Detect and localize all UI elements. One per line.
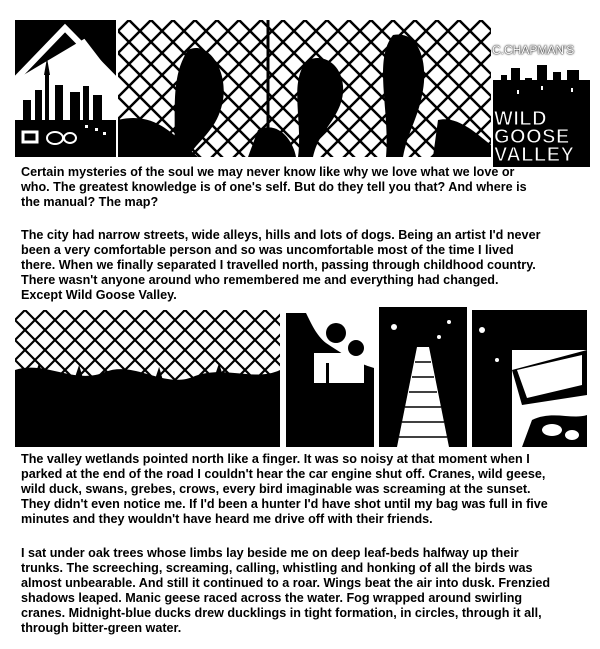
paragraph-intro: Certain mysteries of the soul we may never know like why we love what we love or who. The greatest knowledge is of one's self. But do they tell you that? And where is the manual? The map? — [21, 165, 527, 210]
trees-light-art — [286, 313, 374, 447]
title-line-2: GOOSE — [494, 126, 570, 148]
stairway-path-image — [379, 307, 467, 447]
fence-wetlands-art — [15, 310, 280, 447]
author-credit: C.CHAPMAN'S — [492, 43, 575, 57]
chain-link-fence-image — [118, 20, 491, 157]
trees-light-image — [286, 313, 374, 447]
chain-link-fence-art — [118, 20, 491, 157]
title-line-1: WILD — [494, 108, 548, 130]
paragraph-wetlands: The valley wetlands pointed north like a finger. It was so noisy at that moment when I parked at the end of the road I couldn't hear the car engine shut off. Cranes, wild geese, wild duck, swans, grebes, crows, every bird imaginable was screaming at the sunset. They didn't even notice me. If I'd been a hunter I'd have shot until my bag was full in five minutes and they wouldn't have heard me drive off with their friends. — [21, 452, 548, 527]
paragraph-city: The city had narrow streets, wide alleys, hills and lots of dogs. Being an artist I'd never been a very comfortable person and so was uncomfortable most of the time I lived there. When we finally separated I travelled north, passing through childhood country. There wasn't anyone around who remembered me and everything had changed. Except Wild Goose Valley. — [21, 228, 541, 303]
title-line-3: VALLEY — [494, 144, 575, 166]
paragraph-oak-trees: I sat under oak trees whose limbs lay beside me on deep leaf-beds halfway up their trunks. The screeching, screaming, calling, whistling and honking of all the birds was almost unbearable. And still it continued to a roar. Wings beat the air into dusk. Frenzied shadows leaped. Manic geese raced across the water. Fog wrapped around swirling cranes. Midnight-blue ducks drew ducklings in tight formation, in circles, through it all, through bitter-green water. — [21, 546, 551, 636]
page-title — [494, 110, 590, 164]
bench-path-art — [472, 310, 587, 447]
fence-wetlands-image — [15, 310, 280, 447]
stairway-path-art — [379, 307, 467, 447]
city-skyline-art — [15, 20, 116, 157]
city-skyline-image — [15, 20, 116, 157]
bench-path-image — [472, 310, 587, 447]
